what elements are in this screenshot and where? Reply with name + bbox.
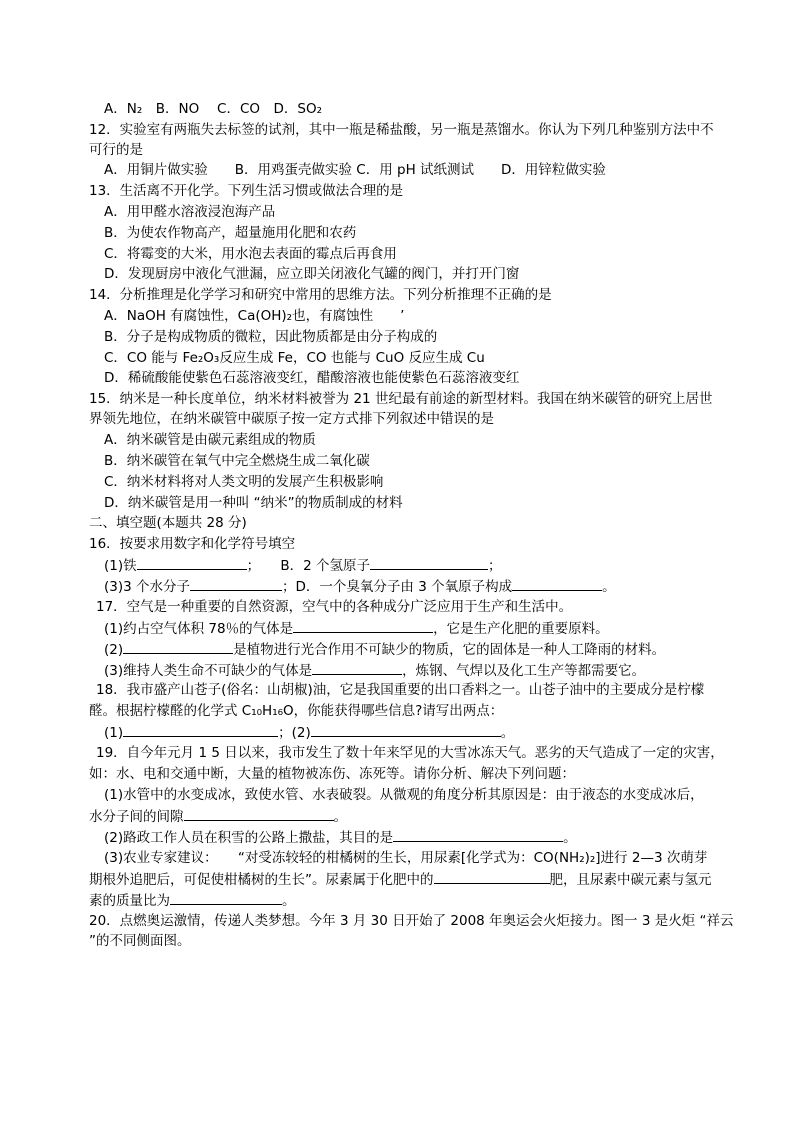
q16-p2-end: 。 xyxy=(602,579,616,595)
q18-end: 。 xyxy=(500,725,515,741)
q13-stem: 13．生活离不开化学。下列生活习惯或做法合理的是 xyxy=(89,183,404,199)
q19-p2-end: 。 xyxy=(563,830,577,846)
q18-row1 xyxy=(104,723,514,742)
q17-row2 xyxy=(104,640,665,659)
q14-option-b: B．分子是构成物质的微粒，因此物质都是由分子构成的 xyxy=(104,329,438,345)
q14-option-a: A．NaOH 有腐蚀性，Ca(OH)₂也，有腐蚀性 ’ xyxy=(104,308,405,324)
q19-p1-line2 xyxy=(89,807,347,826)
q17-p1-label: (1)约占空气体积 78％的气体是 xyxy=(104,621,294,637)
q16-p1-label: (1)铁 xyxy=(104,558,137,574)
q18-p1-label: (1) xyxy=(104,725,124,741)
q19-p2 xyxy=(104,828,577,847)
q19-blank-fertilizer-type[interactable] xyxy=(434,870,550,884)
q18-blank-info1[interactable] xyxy=(123,723,278,737)
q18-stem-line1: 18．我市盛产山苍子(俗名：山胡椒)油，它是我国重要的出口香料之一。山苍子油中的主要成分是柠檬 xyxy=(96,682,705,698)
q13-option-b: B．为使农作物高产，超量施用化肥和农药 xyxy=(104,225,357,241)
q16-blank-hydrogen-atoms[interactable] xyxy=(370,556,488,570)
q20-stem-line1: 20．点燃奥运激情，传递人类梦想。今年 3 月 30 日开始了 2008 年奥运会火炬接力。图一 3 是火炬 “祥云 xyxy=(89,913,734,929)
q14-stem: 14．分析推理是化学学习和研究中常用的思维方法。下列分析推理不正确的是 xyxy=(89,287,552,303)
q19-p2-label: (2)路政工作人员在积雪的公路上撒盐，其目的是 xyxy=(104,830,394,846)
q14-option-d: D．稀硫酸能使紫色石蕊溶液变红，醋酸溶液也能使紫色石蕊溶液变红 xyxy=(104,370,520,386)
q16-p1-mid: ； B．2 个氢原子 xyxy=(246,558,371,574)
q17-p1-end: ，它是生产化肥的重要原料。 xyxy=(433,621,609,637)
q19-p3-line1: (3)农业专家建议： “对受冻较轻的柑橘树的生长，用尿素[化学式为：CO(NH₂)₂]进行 2—3 次萌芽 xyxy=(104,850,708,866)
q18-p2-label: ；(2) xyxy=(278,725,311,741)
q16-blank-iron[interactable] xyxy=(137,556,247,570)
q15-stem-line1: 15．纳米是一种长度单位，纳米材料被誉为 21 世纪最有前途的新型材料。我国在纳米碳管的研究上居世 xyxy=(89,391,713,407)
q12-stem-line2: 可行的是 xyxy=(89,142,143,158)
q17-blank-oxygen[interactable] xyxy=(312,661,402,675)
q19-p3-label2: 素的质量比为 xyxy=(89,893,170,909)
q15-option-d: D．纳米碳管是用一种叫 “纳米”的物质制成的材料 xyxy=(104,495,403,511)
q16-row2 xyxy=(104,577,616,596)
q16-row1 xyxy=(104,556,502,575)
q19-p3-end: 。 xyxy=(282,893,296,909)
q19-p1-label: 水分子间的间隙 xyxy=(89,809,184,825)
q17-p2-label: (2) xyxy=(104,642,124,658)
q19-p3-mid: 肥，且尿素中碳元素与氢元 xyxy=(549,872,712,888)
q15-option-b: B．纳米碳管在氧气中完全燃烧生成二氧化碳 xyxy=(104,453,370,469)
q15-option-c: C．纳米材料将对人类文明的发展产生积极影响 xyxy=(104,474,384,490)
q13-option-d: D．发现厨房中液化气泄漏，应立即关闭液化气罐的阀门，并打开门窗 xyxy=(104,266,520,282)
q18-stem-line2: 醛。根据柠檬醛的化学式 C₁₀H₁₆O，你能获得哪些信息?请写出两点： xyxy=(89,703,504,719)
q16-p1-end: ； xyxy=(488,558,502,574)
q19-p1-line1: (1)水管中的水变成冰，致使水管、水表破裂。从微观的角度分析其原因是：由于液态的水变成冰后， xyxy=(104,787,704,803)
q16-p2-label: (3)3 个水分子 xyxy=(104,579,191,595)
q19-blank-salt-purpose[interactable] xyxy=(393,828,563,842)
q19-p3-label: 期根外追肥后，可促使柑橘树的生长”。尿素属于化肥中的 xyxy=(89,872,434,888)
q19-blank-mass-ratio[interactable] xyxy=(170,891,282,905)
q12-stem-line1: 12．实验室有两瓶失去标签的试剂，其中一瓶是稀盐酸，另一瓶是蒸馏水。你认为下列几种鉴别方法中不 xyxy=(89,122,714,138)
q19-blank-gap[interactable] xyxy=(184,807,334,821)
section-title-fill-in: 二、填空题(本题共 28 分) xyxy=(89,515,247,531)
q18-blank-info2[interactable] xyxy=(311,723,501,737)
q17-p3-label: (3)维持人类生命不可缺少的气体是 xyxy=(104,663,313,679)
q15-option-a: A．纳米碳管是由碳元素组成的物质 xyxy=(104,432,316,448)
q13-option-c: C．将霉变的大米，用水泡去表面的霉点后再食用 xyxy=(104,246,397,262)
q17-blank-co2[interactable] xyxy=(123,640,233,654)
q16-blank-water-molecules[interactable] xyxy=(190,577,282,591)
q19-p3-line2 xyxy=(89,870,712,889)
q16-stem: 16．按要求用数字和化学符号填空 xyxy=(89,536,296,552)
q16-blank-ozone[interactable] xyxy=(512,577,602,591)
q17-stem: 17．空气是一种重要的自然资源，空气中的各种成分广泛应用于生产和生活中。 xyxy=(96,599,573,615)
q17-row1 xyxy=(104,619,609,638)
q17-p2-end: 是植物进行光合作用不可缺少的物质，它的固体是一种人工降雨的材料。 xyxy=(233,642,666,658)
q17-p3-end: ，炼钢、气焊以及化工生产等都需要它。 xyxy=(402,663,646,679)
q13-option-a: A．用甲醛水溶液浸泡海产品 xyxy=(104,204,276,220)
q12-options: A．用铜片做实验 B．用鸡蛋壳做实验 C．用 pH 试纸测试 D．用锌粒做实验 xyxy=(104,162,606,178)
q19-stem-line2: 如：水、电和交通中断，大量的植物被冻伤、冻死等。请你分析、解决下列问题： xyxy=(89,766,575,782)
q14-option-c: C．CO 能与 Fe₂O₃反应生成 Fe，CO 也能与 CuO 反应生成 Cu xyxy=(104,350,485,366)
q17-blank-nitrogen[interactable] xyxy=(293,619,433,633)
q20-stem-line2: ”的不同侧面图。 xyxy=(89,933,191,949)
q16-p2-mid: ；D．一个臭氧分子由 3 个氧原子构成 xyxy=(282,579,513,595)
q19-stem-line1: 19．自今年元月 1 5 日以来，我市发生了数十年来罕见的大雪冰冻天气。恶劣的天气造成了一定的灾害， xyxy=(96,745,724,761)
q11-options: A．N₂ B．NO C．CO D．SO₂ xyxy=(104,101,323,117)
q15-stem-line2: 界领先地位，在纳米碳管中碳原子按一定方式排下列叙述中错误的是 xyxy=(89,411,494,427)
q19-p3-line3 xyxy=(89,891,296,910)
q19-p1-end: 。 xyxy=(333,809,347,825)
q17-row3 xyxy=(104,661,645,680)
